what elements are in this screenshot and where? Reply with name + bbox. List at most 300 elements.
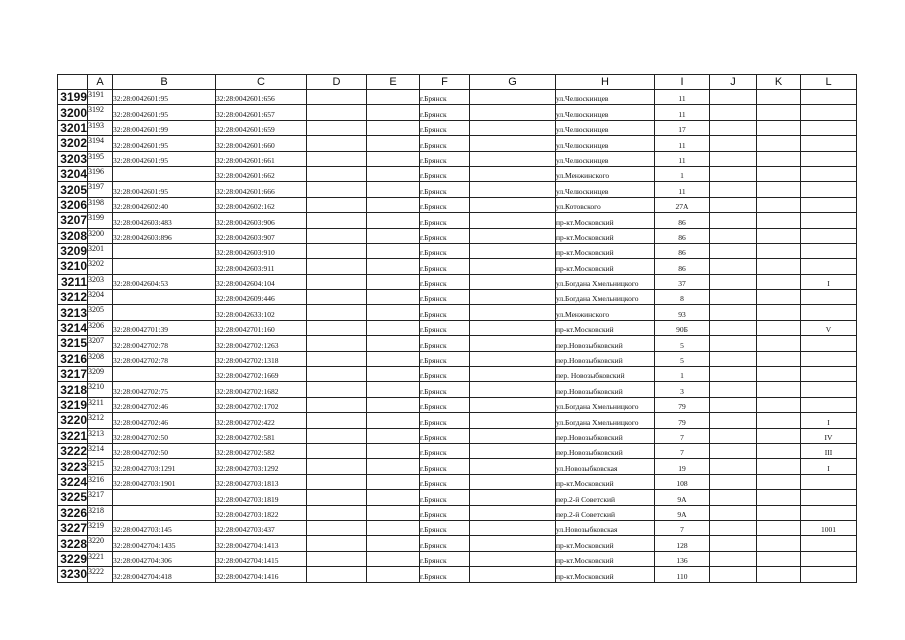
cell-i[interactable]: 5 bbox=[655, 336, 710, 351]
row-number[interactable]: 3223 bbox=[58, 459, 88, 474]
column-header-j[interactable]: J bbox=[710, 75, 757, 90]
cell-l[interactable] bbox=[801, 536, 857, 551]
cell-c[interactable]: 32:28:0042603:911 bbox=[216, 259, 307, 274]
cell-b[interactable]: 32:28:0042701:39 bbox=[113, 320, 216, 335]
cell-b[interactable]: 32:28:0042703:1291 bbox=[113, 459, 216, 474]
cell-e[interactable] bbox=[367, 105, 420, 120]
cell-a[interactable]: 3206 bbox=[88, 320, 113, 335]
cell-c[interactable]: 32:28:0042603:910 bbox=[216, 243, 307, 258]
cell-d[interactable] bbox=[307, 428, 367, 443]
cell-d[interactable] bbox=[307, 459, 367, 474]
cell-a[interactable]: 3221 bbox=[88, 551, 113, 566]
cell-d[interactable] bbox=[307, 320, 367, 335]
cell-i[interactable]: 86 bbox=[655, 228, 710, 243]
cell-h[interactable]: ул.Челюскинцев bbox=[556, 182, 655, 197]
column-header-c[interactable]: C bbox=[216, 75, 307, 90]
cell-e[interactable] bbox=[367, 197, 420, 212]
cell-h[interactable]: пр-кт.Московский bbox=[556, 228, 655, 243]
cell-a[interactable]: 3212 bbox=[88, 413, 113, 428]
cell-g[interactable] bbox=[470, 90, 556, 105]
cell-l[interactable] bbox=[801, 490, 857, 505]
cell-a[interactable]: 3192 bbox=[88, 105, 113, 120]
cell-h[interactable]: ул.Челюскинцев bbox=[556, 90, 655, 105]
cell-k[interactable] bbox=[757, 197, 801, 212]
cell-i[interactable]: 8 bbox=[655, 290, 710, 305]
cell-b[interactable]: 32:28:0042702:75 bbox=[113, 382, 216, 397]
cell-b[interactable]: 32:28:0042702:50 bbox=[113, 443, 216, 458]
cell-e[interactable] bbox=[367, 213, 420, 228]
cell-j[interactable] bbox=[710, 136, 757, 151]
row-number[interactable]: 3226 bbox=[58, 505, 88, 520]
cell-c[interactable]: 32:28:0042703:437 bbox=[216, 520, 307, 535]
row-number[interactable]: 3229 bbox=[58, 551, 88, 566]
cell-d[interactable] bbox=[307, 166, 367, 181]
cell-d[interactable] bbox=[307, 490, 367, 505]
cell-h[interactable]: ул.Богдана Хмельницкого bbox=[556, 274, 655, 289]
cell-g[interactable] bbox=[470, 520, 556, 535]
row-number[interactable]: 3201 bbox=[58, 120, 88, 135]
cell-f[interactable]: г.Брянск bbox=[420, 413, 470, 428]
cell-g[interactable] bbox=[470, 567, 556, 582]
cell-e[interactable] bbox=[367, 120, 420, 135]
cell-l[interactable]: I bbox=[801, 459, 857, 474]
cell-e[interactable] bbox=[367, 136, 420, 151]
cell-a[interactable]: 3219 bbox=[88, 520, 113, 535]
cell-a[interactable]: 3197 bbox=[88, 182, 113, 197]
cell-g[interactable] bbox=[470, 551, 556, 566]
cell-g[interactable] bbox=[470, 197, 556, 212]
cell-i[interactable]: 5 bbox=[655, 351, 710, 366]
cell-a[interactable]: 3199 bbox=[88, 213, 113, 228]
cell-i[interactable]: 11 bbox=[655, 90, 710, 105]
cell-c[interactable]: 32:28:0042601:661 bbox=[216, 151, 307, 166]
cell-e[interactable] bbox=[367, 290, 420, 305]
cell-d[interactable] bbox=[307, 90, 367, 105]
cell-l[interactable]: III bbox=[801, 443, 857, 458]
cell-g[interactable] bbox=[470, 305, 556, 320]
cell-j[interactable] bbox=[710, 520, 757, 535]
cell-l[interactable] bbox=[801, 290, 857, 305]
cell-c[interactable]: 32:28:0042702:581 bbox=[216, 428, 307, 443]
cell-g[interactable] bbox=[470, 182, 556, 197]
cell-h[interactable]: пер.Новозыбковский bbox=[556, 351, 655, 366]
row-number[interactable]: 3202 bbox=[58, 136, 88, 151]
row-number[interactable]: 3206 bbox=[58, 197, 88, 212]
cell-a[interactable]: 3215 bbox=[88, 459, 113, 474]
cell-i[interactable]: 11 bbox=[655, 151, 710, 166]
cell-k[interactable] bbox=[757, 536, 801, 551]
cell-g[interactable] bbox=[470, 459, 556, 474]
cell-a[interactable]: 3208 bbox=[88, 351, 113, 366]
cell-b[interactable]: 32:28:0042702:46 bbox=[113, 413, 216, 428]
cell-b[interactable] bbox=[113, 490, 216, 505]
cell-l[interactable] bbox=[801, 305, 857, 320]
cell-k[interactable] bbox=[757, 243, 801, 258]
cell-i[interactable]: 9А bbox=[655, 505, 710, 520]
cell-i[interactable]: 93 bbox=[655, 305, 710, 320]
cell-i[interactable]: 90Б bbox=[655, 320, 710, 335]
cell-i[interactable]: 27А bbox=[655, 197, 710, 212]
cell-b[interactable]: 32:28:0042601:95 bbox=[113, 182, 216, 197]
cell-i[interactable]: 79 bbox=[655, 413, 710, 428]
cell-c[interactable]: 32:28:0042603:907 bbox=[216, 228, 307, 243]
cell-j[interactable] bbox=[710, 243, 757, 258]
cell-k[interactable] bbox=[757, 397, 801, 412]
cell-k[interactable] bbox=[757, 567, 801, 582]
cell-f[interactable]: г.Брянск bbox=[420, 136, 470, 151]
cell-a[interactable]: 3222 bbox=[88, 567, 113, 582]
cell-a[interactable]: 3210 bbox=[88, 382, 113, 397]
cell-g[interactable] bbox=[470, 505, 556, 520]
cell-k[interactable] bbox=[757, 490, 801, 505]
cell-d[interactable] bbox=[307, 397, 367, 412]
cell-a[interactable]: 3195 bbox=[88, 151, 113, 166]
cell-h[interactable]: ул.Богдана Хмельницкого bbox=[556, 413, 655, 428]
cell-i[interactable]: 86 bbox=[655, 213, 710, 228]
cell-f[interactable]: г.Брянск bbox=[420, 290, 470, 305]
cell-a[interactable]: 3211 bbox=[88, 397, 113, 412]
cell-g[interactable] bbox=[470, 228, 556, 243]
cell-l[interactable]: 1001 bbox=[801, 520, 857, 535]
cell-i[interactable]: 79 bbox=[655, 397, 710, 412]
cell-g[interactable] bbox=[470, 320, 556, 335]
cell-d[interactable] bbox=[307, 474, 367, 489]
cell-l[interactable]: I bbox=[801, 413, 857, 428]
cell-d[interactable] bbox=[307, 551, 367, 566]
cell-c[interactable]: 32:28:0042602:162 bbox=[216, 197, 307, 212]
cell-j[interactable] bbox=[710, 443, 757, 458]
cell-e[interactable] bbox=[367, 228, 420, 243]
cell-i[interactable]: 11 bbox=[655, 105, 710, 120]
row-number[interactable]: 3227 bbox=[58, 520, 88, 535]
cell-h[interactable]: ул.Новозыбковская bbox=[556, 459, 655, 474]
cell-g[interactable] bbox=[470, 382, 556, 397]
cell-l[interactable] bbox=[801, 551, 857, 566]
cell-h[interactable]: ул.Богдана Хмельницкого bbox=[556, 290, 655, 305]
cell-c[interactable]: 32:28:0042703:1292 bbox=[216, 459, 307, 474]
cell-i[interactable]: 3 bbox=[655, 382, 710, 397]
cell-l[interactable] bbox=[801, 182, 857, 197]
cell-i[interactable]: 108 bbox=[655, 474, 710, 489]
cell-e[interactable] bbox=[367, 305, 420, 320]
cell-e[interactable] bbox=[367, 490, 420, 505]
cell-f[interactable]: г.Брянск bbox=[420, 367, 470, 382]
cell-d[interactable] bbox=[307, 290, 367, 305]
cell-b[interactable]: 32:28:0042601:95 bbox=[113, 90, 216, 105]
cell-j[interactable] bbox=[710, 120, 757, 135]
cell-g[interactable] bbox=[470, 274, 556, 289]
column-header-k[interactable]: K bbox=[757, 75, 801, 90]
cell-f[interactable]: г.Брянск bbox=[420, 459, 470, 474]
cell-c[interactable]: 32:28:0042702:1682 bbox=[216, 382, 307, 397]
cell-a[interactable]: 3220 bbox=[88, 536, 113, 551]
cell-c[interactable]: 32:28:0042601:660 bbox=[216, 136, 307, 151]
cell-e[interactable] bbox=[367, 367, 420, 382]
cell-c[interactable]: 32:28:0042601:662 bbox=[216, 166, 307, 181]
cell-b[interactable]: 32:28:0042704:306 bbox=[113, 551, 216, 566]
cell-g[interactable] bbox=[470, 367, 556, 382]
cell-c[interactable]: 32:28:0042604:104 bbox=[216, 274, 307, 289]
cell-j[interactable] bbox=[710, 474, 757, 489]
cell-i[interactable]: 19 bbox=[655, 459, 710, 474]
cell-i[interactable]: 128 bbox=[655, 536, 710, 551]
cell-g[interactable] bbox=[470, 413, 556, 428]
cell-b[interactable] bbox=[113, 259, 216, 274]
cell-h[interactable]: пр-кт.Московский bbox=[556, 243, 655, 258]
cell-k[interactable] bbox=[757, 182, 801, 197]
cell-j[interactable] bbox=[710, 166, 757, 181]
cell-k[interactable] bbox=[757, 120, 801, 135]
cell-e[interactable] bbox=[367, 551, 420, 566]
cell-i[interactable]: 11 bbox=[655, 182, 710, 197]
cell-f[interactable]: г.Брянск bbox=[420, 474, 470, 489]
row-number[interactable]: 3218 bbox=[58, 382, 88, 397]
cell-a[interactable]: 3213 bbox=[88, 428, 113, 443]
cell-e[interactable] bbox=[367, 90, 420, 105]
cell-i[interactable]: 17 bbox=[655, 120, 710, 135]
cell-k[interactable] bbox=[757, 382, 801, 397]
cell-e[interactable] bbox=[367, 336, 420, 351]
cell-d[interactable] bbox=[307, 105, 367, 120]
cell-l[interactable] bbox=[801, 567, 857, 582]
cell-k[interactable] bbox=[757, 274, 801, 289]
cell-c[interactable]: 32:28:0042702:1318 bbox=[216, 351, 307, 366]
cell-a[interactable]: 3205 bbox=[88, 305, 113, 320]
cell-f[interactable]: г.Брянск bbox=[420, 351, 470, 366]
cell-f[interactable]: г.Брянск bbox=[420, 305, 470, 320]
cell-c[interactable]: 32:28:0042702:422 bbox=[216, 413, 307, 428]
column-header-d[interactable]: D bbox=[307, 75, 367, 90]
row-number[interactable]: 3217 bbox=[58, 367, 88, 382]
cell-c[interactable]: 32:28:0042704:1413 bbox=[216, 536, 307, 551]
row-number[interactable]: 3224 bbox=[58, 474, 88, 489]
cell-e[interactable] bbox=[367, 520, 420, 535]
cell-h[interactable]: ул.Менжинского bbox=[556, 305, 655, 320]
cell-h[interactable]: пр-кт.Московский bbox=[556, 551, 655, 566]
cell-a[interactable]: 3207 bbox=[88, 336, 113, 351]
cell-d[interactable] bbox=[307, 305, 367, 320]
cell-a[interactable]: 3201 bbox=[88, 243, 113, 258]
cell-c[interactable]: 32:28:0042601:666 bbox=[216, 182, 307, 197]
cell-h[interactable]: ул.Челюскинцев bbox=[556, 151, 655, 166]
cell-f[interactable]: г.Брянск bbox=[420, 105, 470, 120]
cell-f[interactable]: г.Брянск bbox=[420, 213, 470, 228]
cell-j[interactable] bbox=[710, 505, 757, 520]
cell-e[interactable] bbox=[367, 182, 420, 197]
cell-l[interactable]: I bbox=[801, 274, 857, 289]
cell-k[interactable] bbox=[757, 305, 801, 320]
cell-c[interactable]: 32:28:0042703:1819 bbox=[216, 490, 307, 505]
row-number[interactable]: 3209 bbox=[58, 243, 88, 258]
cell-a[interactable]: 3218 bbox=[88, 505, 113, 520]
cell-l[interactable] bbox=[801, 397, 857, 412]
cell-b[interactable]: 32:28:0042601:95 bbox=[113, 151, 216, 166]
cell-c[interactable]: 32:28:0042702:1263 bbox=[216, 336, 307, 351]
cell-b[interactable]: 32:28:0042703:145 bbox=[113, 520, 216, 535]
column-header-l[interactable]: L bbox=[801, 75, 857, 90]
cell-e[interactable] bbox=[367, 243, 420, 258]
cell-j[interactable] bbox=[710, 382, 757, 397]
cell-d[interactable] bbox=[307, 351, 367, 366]
cell-d[interactable] bbox=[307, 336, 367, 351]
cell-h[interactable]: пер.2-й Советский bbox=[556, 505, 655, 520]
cell-k[interactable] bbox=[757, 520, 801, 535]
cell-b[interactable]: 32:28:0042702:78 bbox=[113, 336, 216, 351]
cell-c[interactable]: 32:28:0042609:446 bbox=[216, 290, 307, 305]
cell-l[interactable] bbox=[801, 136, 857, 151]
cell-l[interactable] bbox=[801, 120, 857, 135]
cell-a[interactable]: 3200 bbox=[88, 228, 113, 243]
row-number[interactable]: 3199 bbox=[58, 90, 88, 105]
row-number[interactable]: 3214 bbox=[58, 320, 88, 335]
cell-h[interactable]: пер.Новозыбковский bbox=[556, 428, 655, 443]
cell-j[interactable] bbox=[710, 536, 757, 551]
cell-e[interactable] bbox=[367, 413, 420, 428]
cell-k[interactable] bbox=[757, 474, 801, 489]
cell-g[interactable] bbox=[470, 259, 556, 274]
cell-b[interactable] bbox=[113, 166, 216, 181]
cell-h[interactable]: пр-кт.Московский bbox=[556, 567, 655, 582]
cell-k[interactable] bbox=[757, 413, 801, 428]
cell-j[interactable] bbox=[710, 90, 757, 105]
column-header-i[interactable]: I bbox=[655, 75, 710, 90]
row-number[interactable]: 3200 bbox=[58, 105, 88, 120]
cell-d[interactable] bbox=[307, 505, 367, 520]
cell-c[interactable]: 32:28:0042703:1822 bbox=[216, 505, 307, 520]
cell-l[interactable] bbox=[801, 228, 857, 243]
cell-k[interactable] bbox=[757, 259, 801, 274]
cell-j[interactable] bbox=[710, 320, 757, 335]
cell-g[interactable] bbox=[470, 428, 556, 443]
cell-k[interactable] bbox=[757, 166, 801, 181]
cell-b[interactable]: 32:28:0042603:483 bbox=[113, 213, 216, 228]
cell-b[interactable]: 32:28:0042602:40 bbox=[113, 197, 216, 212]
cell-h[interactable]: ул.Менжинского bbox=[556, 166, 655, 181]
cell-l[interactable] bbox=[801, 105, 857, 120]
row-number[interactable]: 3216 bbox=[58, 351, 88, 366]
cell-h[interactable]: пер. Новозыбковский bbox=[556, 367, 655, 382]
cell-k[interactable] bbox=[757, 505, 801, 520]
cell-i[interactable]: 86 bbox=[655, 243, 710, 258]
cell-g[interactable] bbox=[470, 290, 556, 305]
cell-k[interactable] bbox=[757, 443, 801, 458]
cell-a[interactable]: 3214 bbox=[88, 443, 113, 458]
cell-h[interactable]: пер.Новозыбковский bbox=[556, 336, 655, 351]
cell-k[interactable] bbox=[757, 290, 801, 305]
cell-b[interactable]: 32:28:0042704:418 bbox=[113, 567, 216, 582]
cell-i[interactable]: 9А bbox=[655, 490, 710, 505]
cell-h[interactable]: пр-кт.Московский bbox=[556, 259, 655, 274]
cell-c[interactable]: 32:28:0042702:582 bbox=[216, 443, 307, 458]
cell-k[interactable] bbox=[757, 90, 801, 105]
cell-a[interactable]: 3209 bbox=[88, 367, 113, 382]
cell-k[interactable] bbox=[757, 367, 801, 382]
column-header-f[interactable]: F bbox=[420, 75, 470, 90]
cell-h[interactable]: ул.Новозыбковская bbox=[556, 520, 655, 535]
cell-b[interactable]: 32:28:0042604:53 bbox=[113, 274, 216, 289]
cell-i[interactable]: 11 bbox=[655, 136, 710, 151]
cell-k[interactable] bbox=[757, 228, 801, 243]
cell-e[interactable] bbox=[367, 397, 420, 412]
cell-k[interactable] bbox=[757, 428, 801, 443]
cell-g[interactable] bbox=[470, 443, 556, 458]
cell-l[interactable] bbox=[801, 367, 857, 382]
cell-d[interactable] bbox=[307, 567, 367, 582]
cell-c[interactable]: 32:28:0042702:1669 bbox=[216, 367, 307, 382]
cell-g[interactable] bbox=[470, 166, 556, 181]
row-number[interactable]: 3211 bbox=[58, 274, 88, 289]
cell-l[interactable]: V bbox=[801, 320, 857, 335]
cell-b[interactable]: 32:28:0042704:1435 bbox=[113, 536, 216, 551]
cell-d[interactable] bbox=[307, 151, 367, 166]
cell-a[interactable]: 3202 bbox=[88, 259, 113, 274]
cell-e[interactable] bbox=[367, 428, 420, 443]
cell-j[interactable] bbox=[710, 105, 757, 120]
cell-h[interactable]: ул.Котовского bbox=[556, 197, 655, 212]
cell-j[interactable] bbox=[710, 551, 757, 566]
cell-i[interactable]: 7 bbox=[655, 428, 710, 443]
cell-f[interactable]: г.Брянск bbox=[420, 228, 470, 243]
cell-j[interactable] bbox=[710, 567, 757, 582]
cell-k[interactable] bbox=[757, 136, 801, 151]
cell-b[interactable] bbox=[113, 505, 216, 520]
cell-b[interactable]: 32:28:0042703:1901 bbox=[113, 474, 216, 489]
cell-d[interactable] bbox=[307, 413, 367, 428]
cell-c[interactable]: 32:28:0042704:1415 bbox=[216, 551, 307, 566]
row-number[interactable]: 3213 bbox=[58, 305, 88, 320]
cell-j[interactable] bbox=[710, 305, 757, 320]
cell-d[interactable] bbox=[307, 182, 367, 197]
cell-g[interactable] bbox=[470, 151, 556, 166]
column-header-h[interactable]: H bbox=[556, 75, 655, 90]
cell-h[interactable]: ул.Челюскинцев bbox=[556, 120, 655, 135]
cell-l[interactable] bbox=[801, 213, 857, 228]
cell-g[interactable] bbox=[470, 120, 556, 135]
cell-c[interactable]: 32:28:0042701:160 bbox=[216, 320, 307, 335]
cell-f[interactable]: г.Брянск bbox=[420, 397, 470, 412]
row-number[interactable]: 3215 bbox=[58, 336, 88, 351]
cell-e[interactable] bbox=[367, 536, 420, 551]
cell-l[interactable] bbox=[801, 382, 857, 397]
cell-f[interactable]: г.Брянск bbox=[420, 428, 470, 443]
cell-e[interactable] bbox=[367, 382, 420, 397]
cell-g[interactable] bbox=[470, 474, 556, 489]
cell-k[interactable] bbox=[757, 351, 801, 366]
cell-b[interactable] bbox=[113, 305, 216, 320]
cell-d[interactable] bbox=[307, 520, 367, 535]
cell-b[interactable] bbox=[113, 367, 216, 382]
cell-d[interactable] bbox=[307, 536, 367, 551]
cell-h[interactable]: пр-кт.Московский bbox=[556, 320, 655, 335]
cell-d[interactable] bbox=[307, 443, 367, 458]
cell-b[interactable]: 32:28:0042603:896 bbox=[113, 228, 216, 243]
cell-f[interactable]: г.Брянск bbox=[420, 182, 470, 197]
cell-g[interactable] bbox=[470, 243, 556, 258]
cell-h[interactable]: пр-кт.Московский bbox=[556, 536, 655, 551]
row-number[interactable]: 3219 bbox=[58, 397, 88, 412]
cell-b[interactable]: 32:28:0042601:95 bbox=[113, 136, 216, 151]
cell-k[interactable] bbox=[757, 336, 801, 351]
cell-e[interactable] bbox=[367, 474, 420, 489]
cell-j[interactable] bbox=[710, 290, 757, 305]
cell-j[interactable] bbox=[710, 413, 757, 428]
cell-f[interactable]: г.Брянск bbox=[420, 505, 470, 520]
cell-i[interactable]: 7 bbox=[655, 443, 710, 458]
cell-k[interactable] bbox=[757, 551, 801, 566]
cell-d[interactable] bbox=[307, 259, 367, 274]
cell-c[interactable]: 32:28:0042601:657 bbox=[216, 105, 307, 120]
cell-j[interactable] bbox=[710, 228, 757, 243]
